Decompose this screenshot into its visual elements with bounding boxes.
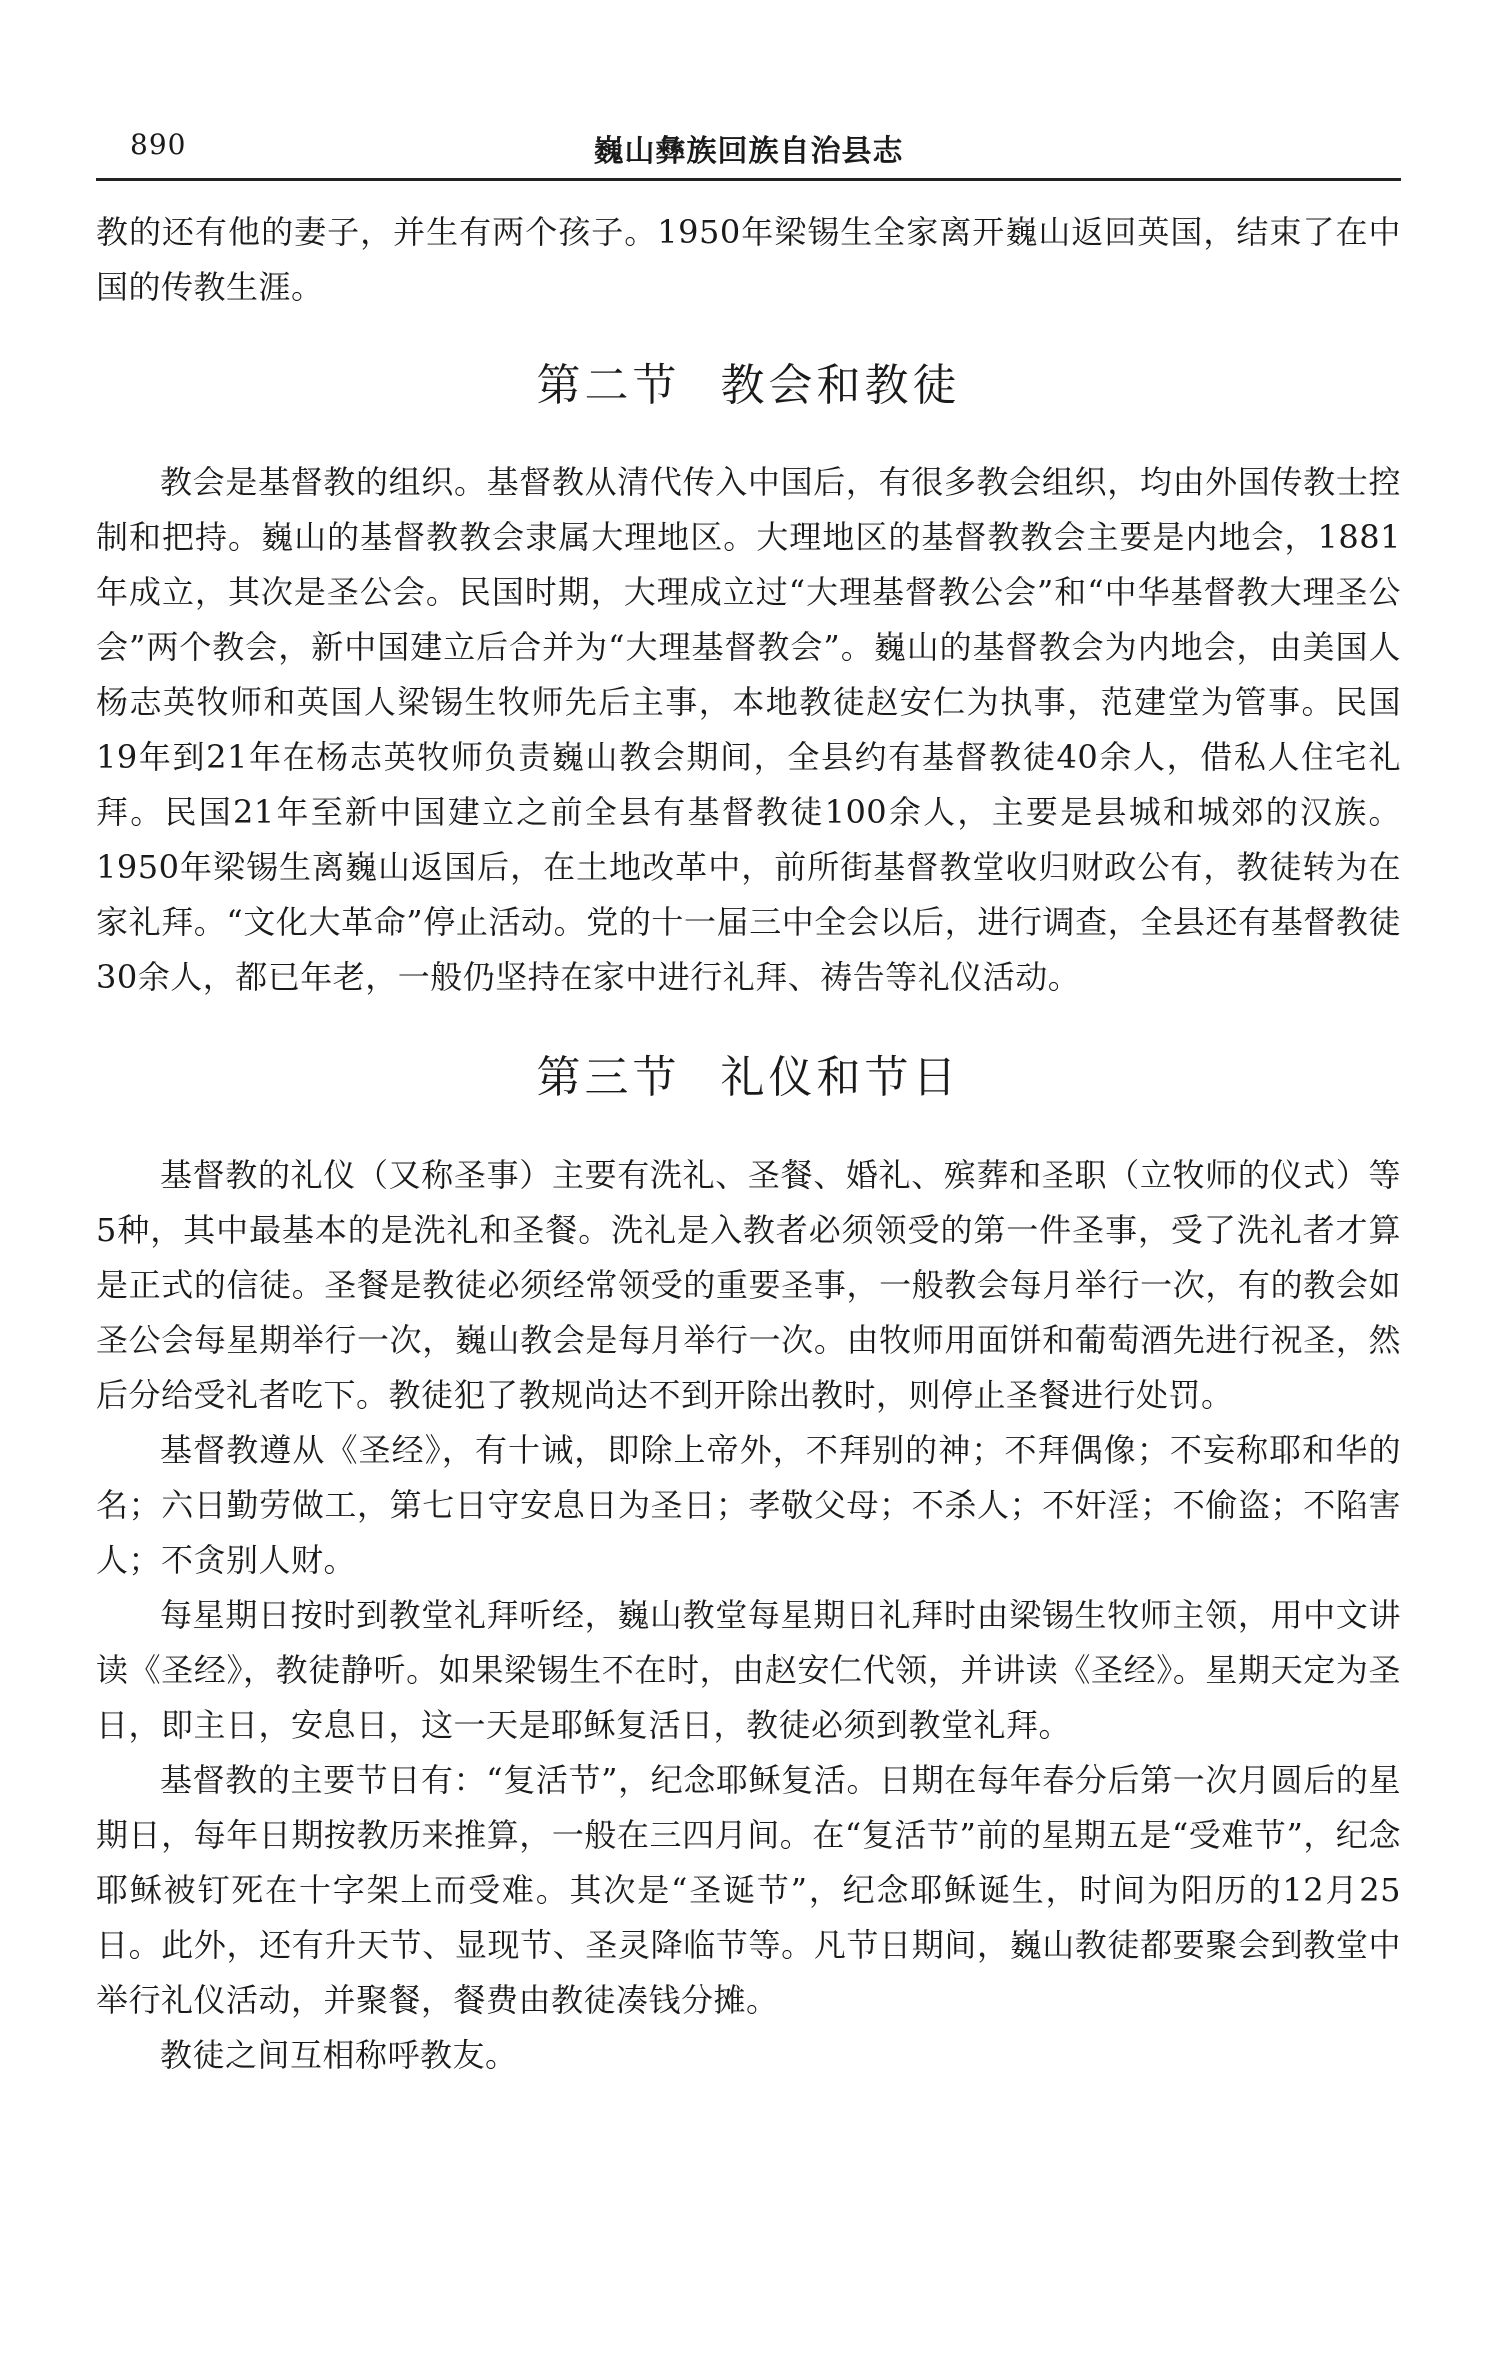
section-number: 第二节 bbox=[536, 360, 681, 411]
section-heading-3 bbox=[96, 1048, 1401, 1108]
body-paragraph: 基督教遵从《圣经》，有十诫，即除上帝外，不拜别的神；不拜偶像；不妄称耶和华的名；六日勤劳做工，第七日守安息日为圣日；孝敬父母；不杀人；不奸淫；不偷盗；不陷害人；不贪别人财。 bbox=[96, 1431, 1401, 1579]
body-paragraph: 教会是基督教的组织。基督教从清代传入中国后，有很多教会组织，均由外国传教士控制和把持。巍山的基督教教会隶属大理地区。大理地区的基督教教会主要是内地会，1881年成立，其次是圣公会。民国时期，大理成立过“大理基督教公会”和“中华基督教大理圣公会”两个教会，新中国建立后合并为“大理基督教会”。巍山的基督教会为内地会，由美国人杨志英牧师和英国人梁锡生牧师先后主事，本地教徒赵安仁为执事，范建堂为管事。民国19年到21年在杨志英牧师负责巍山教会期间，全县约有基督教徒40余人，借私人住宅礼拜。民国21年至新中国建立之前全县有基督教徒100余人，主要是县城和城郊的汉族。1950年梁锡生离巍山返国后，在土地改革中，前所街基督教堂收归财政公有，教徒转为在家礼拜。“文化大革命”停止活动。党的十一届三中全会以后，进行调查，全县还有基督教徒30余人，都已年老，一般仍坚持在家中进行礼拜、祷告等礼仪活动。 bbox=[96, 463, 1401, 996]
running-title: 巍山彝族回族自治县志 bbox=[593, 134, 904, 169]
body-paragraph: 基督教的礼仪（又称圣事）主要有洗礼、圣餐、婚礼、殡葬和圣职（立牧师的仪式）等5种，其中最基本的是洗礼和圣餐。洗礼是入教者必须领受的第一件圣事，受了洗礼者才算是正式的信徒。圣餐是教徒必须经常领受的重要圣事，一般教会每月举行一次，有的教会如圣公会每星期举行一次，巍山教会是每月举行一次。由牧师用面饼和葡萄酒先进行祝圣，然后分给受礼者吃下。教徒犯了教规尚达不到开除出教时，则停止圣餐进行处罚。 bbox=[96, 1156, 1401, 1414]
body-paragraph: 教徒之间互相称呼教友。 bbox=[160, 2036, 518, 2074]
page-number: 890 bbox=[130, 128, 187, 161]
page-header bbox=[96, 122, 1401, 180]
header-rule bbox=[96, 178, 1401, 181]
page-body bbox=[96, 205, 1401, 2083]
section-title: 教会和教徒 bbox=[720, 360, 961, 411]
continuation-paragraph: 教的还有他的妻子，并生有两个孩子。1950年梁锡生全家离开巍山返回英国，结束了在中国的传教生涯。 bbox=[96, 213, 1401, 306]
body-paragraph: 每星期日按时到教堂礼拜听经，巍山教堂每星期日礼拜时由梁锡生牧师主领，用中文讲读《圣经》，教徒静听。如果梁锡生不在时，由赵安仁代领，并讲读《圣经》。星期天定为圣日，即主日，安息日，这一天是耶稣复活日，教徒必须到教堂礼拜。 bbox=[96, 1596, 1401, 1744]
section-number: 第三节 bbox=[536, 1052, 681, 1103]
section-title: 礼仪和节日 bbox=[720, 1052, 961, 1103]
body-paragraph: 基督教的主要节日有：“复活节”，纪念耶稣复活。日期在每年春分后第一次月圆后的星期日，每年日期按教历来推算，一般在三四月间。在“复活节”前的星期五是“受难节”，纪念耶稣被钉死在十字架上而受难。其次是“圣诞节”，纪念耶稣诞生，时间为阳历的12月25日。此外，还有升天节、显现节、圣灵降临节等。凡节日期间，巍山教徒都要聚会到教堂中举行礼仪活动，并聚餐，餐费由教徒凑钱分摊。 bbox=[96, 1761, 1401, 2019]
section-heading-2 bbox=[96, 356, 1401, 416]
